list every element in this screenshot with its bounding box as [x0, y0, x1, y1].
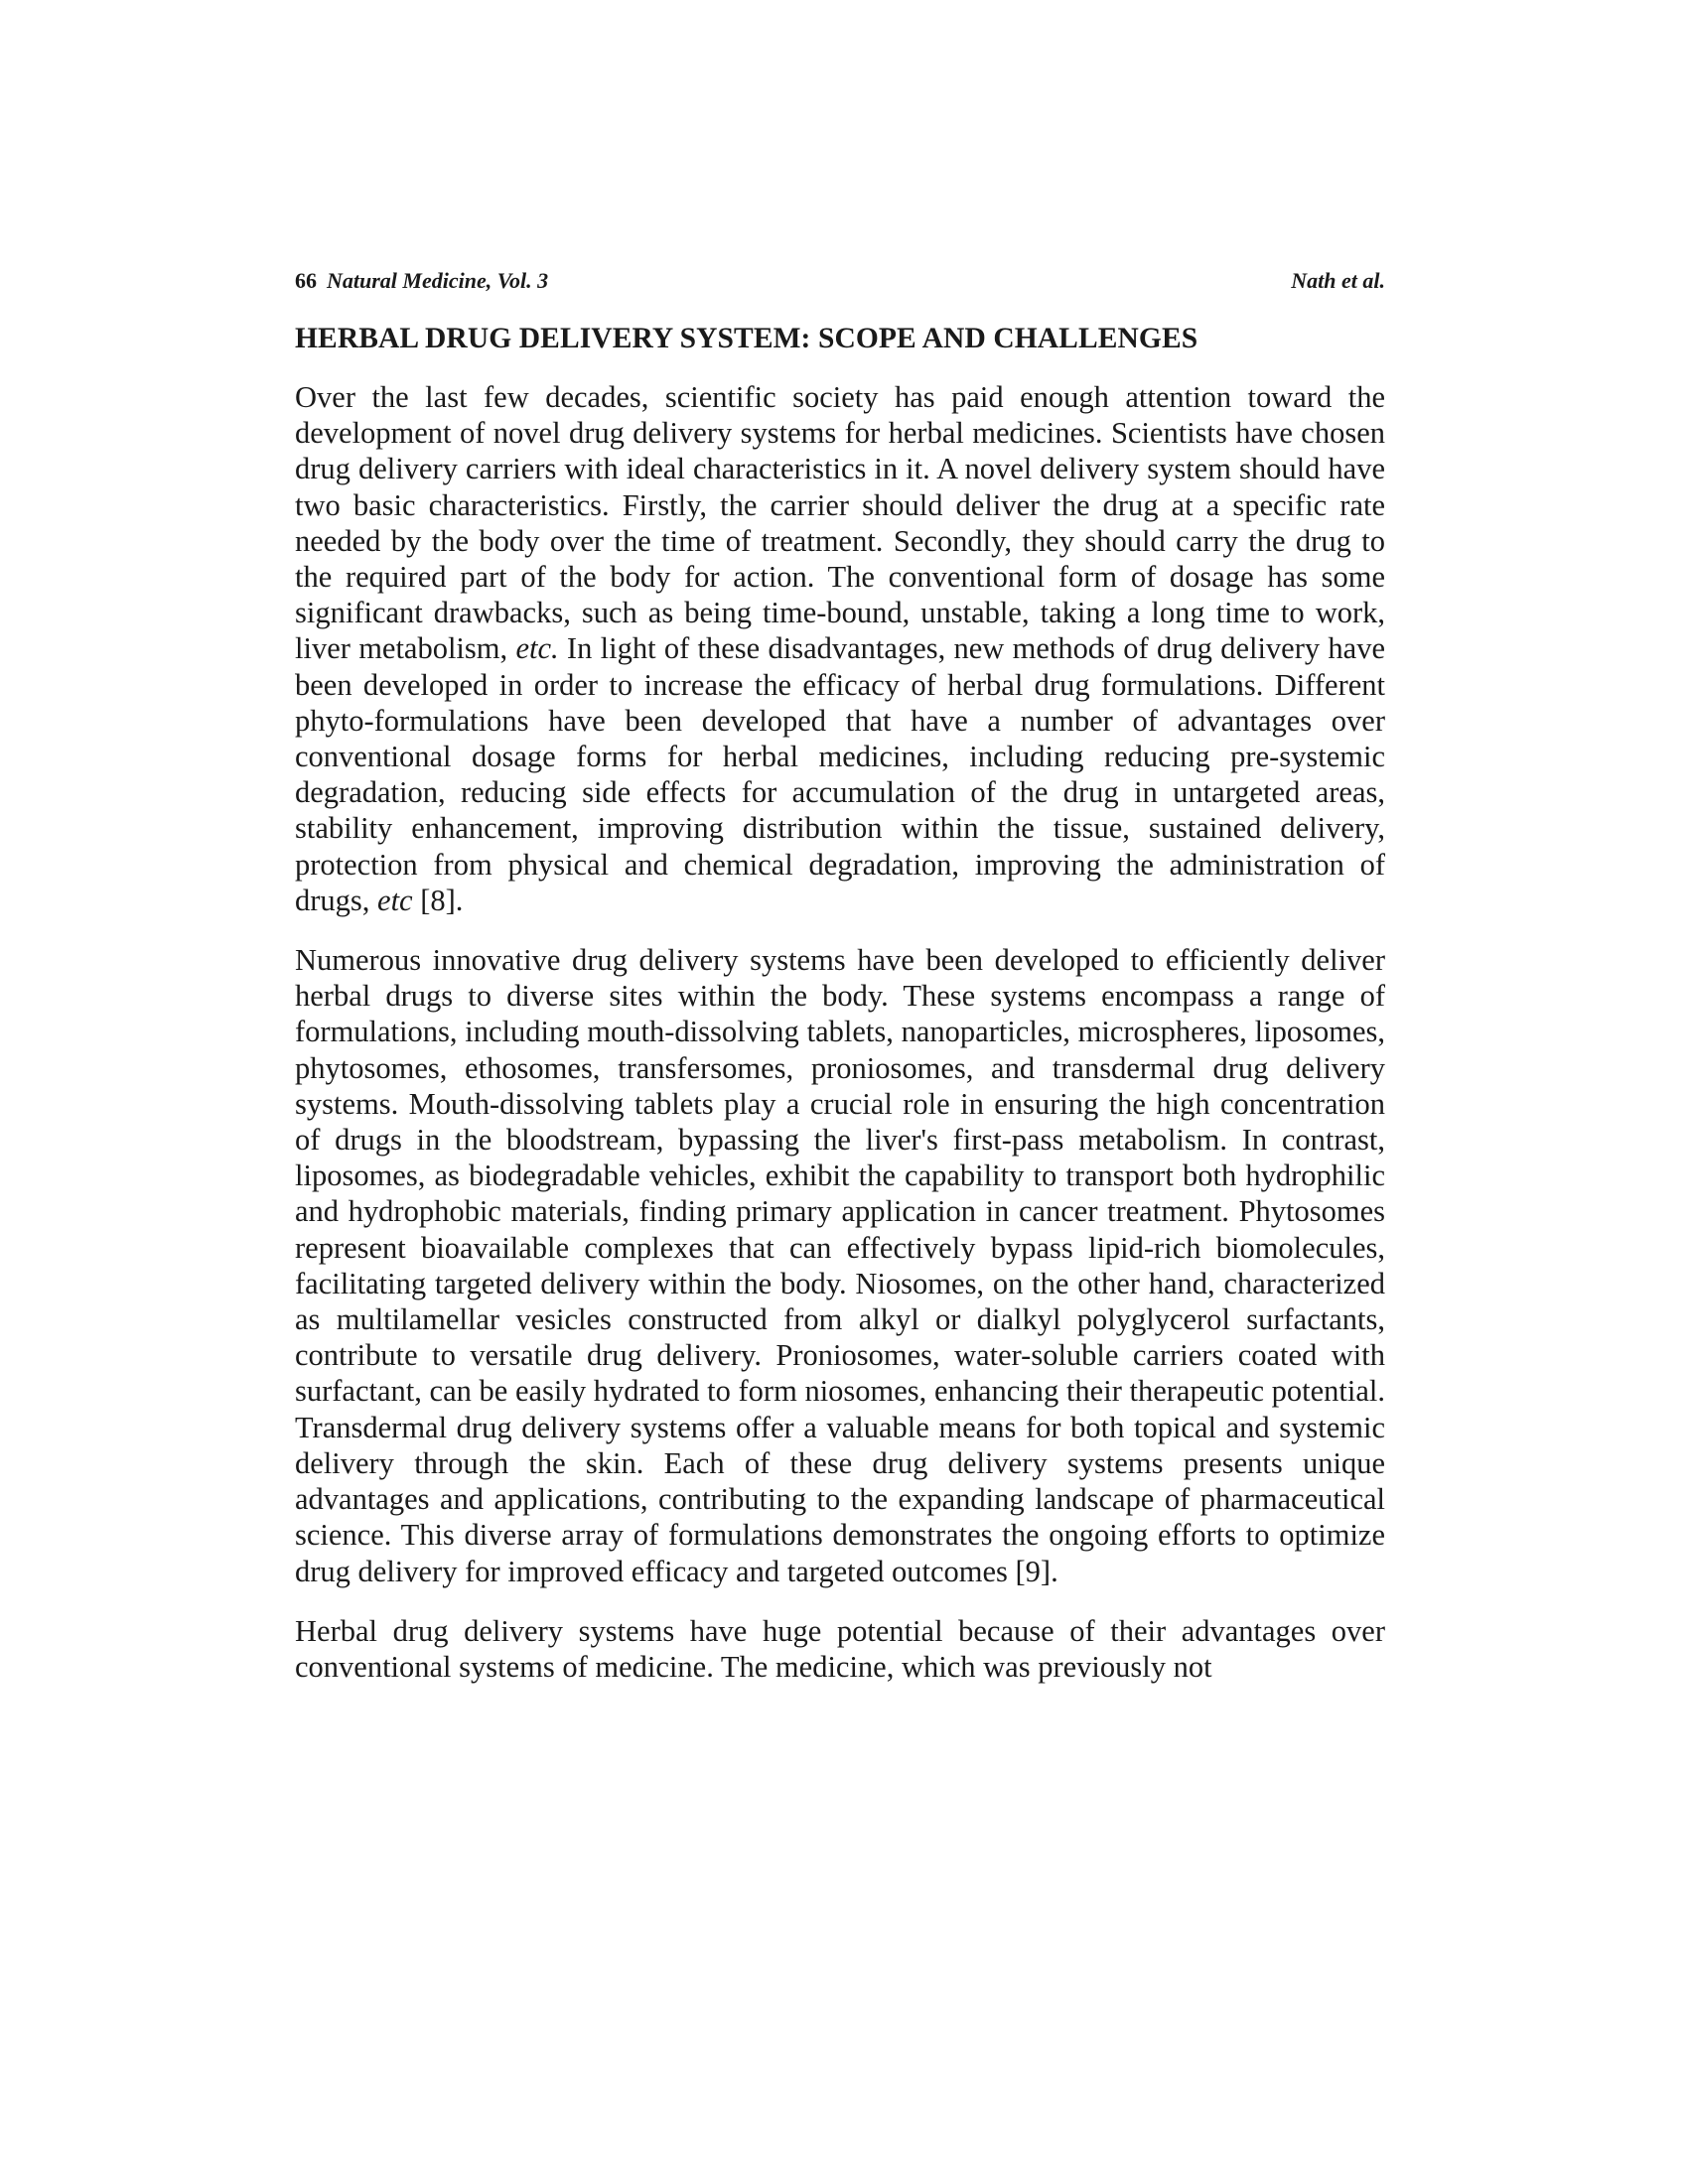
page-number: 66: [295, 268, 317, 293]
paragraph-2: Numerous innovative drug delivery systems have been developed to efficiently deliver herbal drugs to diverse sites within the body. These systems encompass a range of formulations, including mouth-dissolving tablets, nanoparticles, microspheres, liposomes, phytosomes, ethosomes, transfersomes, proniosomes, and transdermal drug delivery systems. Mouth-dissolving tablets play a crucial role in ensuring the high concentration of drugs in the bloodstream, bypassing the liver's first-pass metabolism. In contrast, liposomes, as biodegradable vehicles, exhibit the capability to transport both hydrophilic and hydrophobic materials, finding primary application in cancer treatment. Phytosomes represent bioavailable complexes that can effectively bypass lipid-rich biomolecules, facilitating targeted delivery within the body. Niosomes, on the other hand, characterized as multilamellar vesicles constructed from alkyl or dialkyl polyglycerol surfactants, contribute to versatile drug delivery. Proniosomes, water-soluble carriers coated with surfactant, can be easily hydrated to form niosomes, enhancing their therapeutic potential. Transdermal drug delivery systems offer a valuable means for both topical and systemic delivery through the skin. Each of these drug delivery systems presents unique advantages and applications, contributing to the expanding landscape of pharmaceutical science. This diverse array of formulations demonstrates the ongoing efforts to optimize drug delivery for improved efficacy and targeted outcomes [9].: [295, 943, 1385, 1588]
header-authors: Nath et al.: [1291, 268, 1385, 293]
paragraph-1-part-b: In light of these disadvantages, new methods of drug delivery have been developed in order to increase the efficacy of herbal drug formulations. Different phyto-formulations have been developed that have a number of advantages over conventional dosage forms for herbal medicines, including reducing pre-systemic degradation, reducing side effects for accumulation of the drug in untargeted areas, stability enhancement, improving distribution within the tissue, sustained delivery, protection from physical and chemical degradation, improving the administration of drugs,: [295, 631, 1385, 917]
journal-name: Natural Medicine, Vol. 3: [327, 268, 549, 293]
paragraph-1-part-a: Over the last few decades, scientific society has paid enough attention toward the development of novel drug delivery systems for herbal medicines. Scientists have chosen drug delivery carriers with ideal characteristics in it. A novel delivery system should have two basic characteristics. Firstly, the carrier should deliver the drug at a specific rate needed by the body over the time of treatment. Secondly, they should carry the drug to the required part of the body for action. The conventional form of dosage has some significant drawbacks, such as being time-bound, unstable, taking a long time to work, liver metabolism,: [295, 380, 1385, 666]
section-title: HERBAL DRUG DELIVERY SYSTEM: SCOPE AND CHALLENGES: [295, 323, 1198, 354]
running-header: [295, 268, 1385, 298]
paragraph-1-part-c: [8].: [412, 883, 464, 917]
document-page: [295, 268, 1385, 1685]
paragraph-1-etc-2: etc: [377, 883, 413, 917]
paragraph-1-etc-1: etc.: [515, 631, 559, 666]
paragraph-3: Herbal drug delivery systems have huge potential because of their advantages over conventional systems of medicine. The medicine, which was previously not: [295, 1613, 1385, 1684]
paragraph-1: [295, 379, 1385, 918]
header-left: [295, 268, 548, 294]
